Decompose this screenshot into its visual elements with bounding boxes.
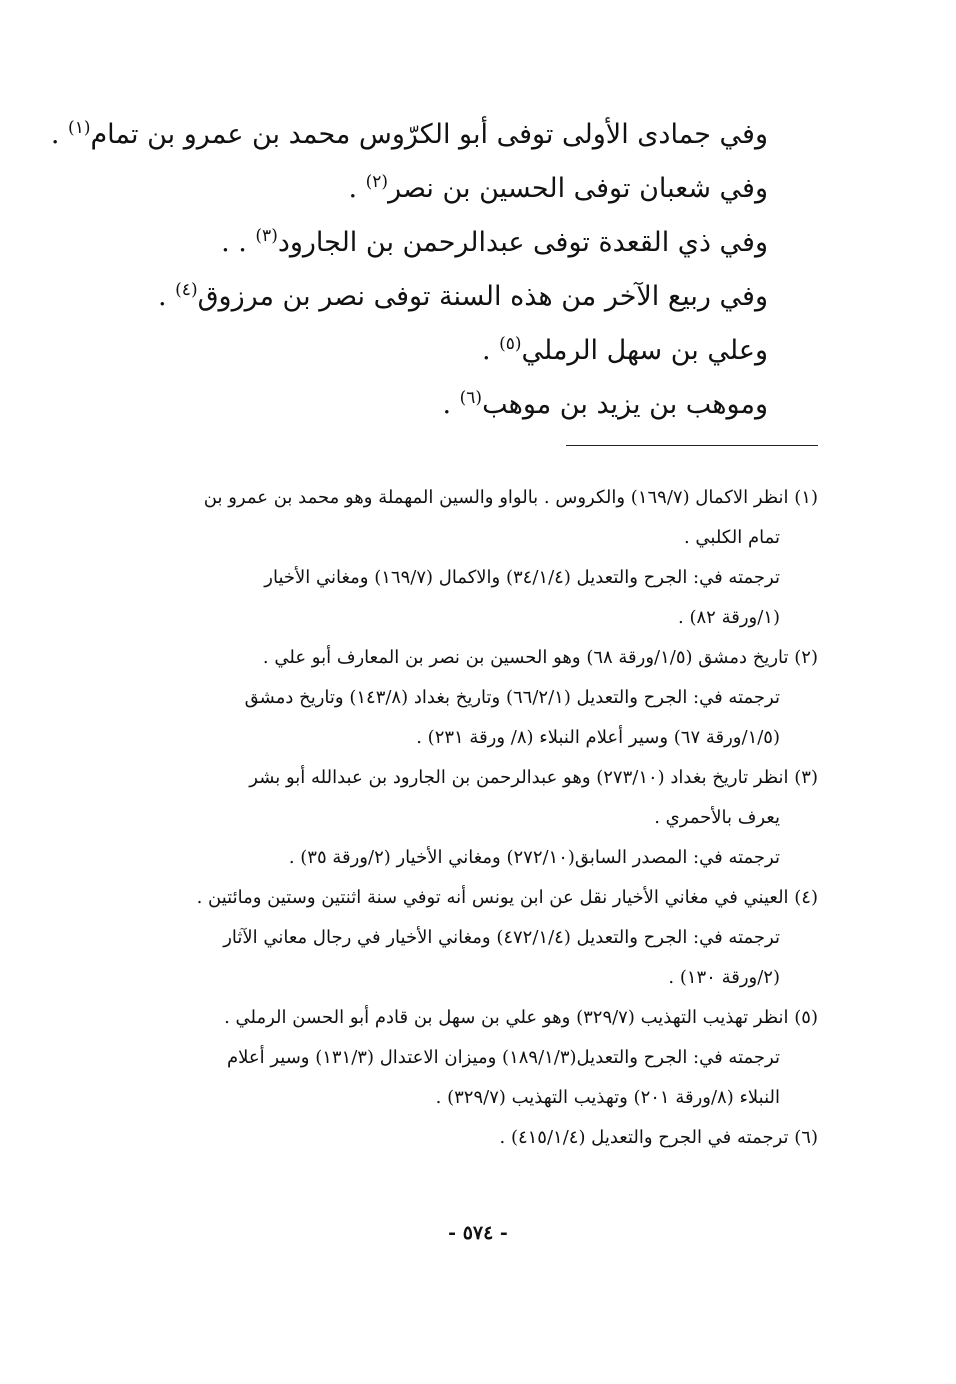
footnote-line: ترجمته في: الجرح والتعديل (٦٦/٢/١) وتاريخ بغداد (١٤٣/٨) وتاريخ دمشق bbox=[244, 687, 780, 708]
footnote-line: (٢/ورقة ١٣٠) . bbox=[668, 967, 780, 988]
main-text-line bbox=[128, 216, 768, 270]
main-line-text: وعلي بن سهل الرملي bbox=[521, 335, 768, 366]
main-text-line bbox=[128, 162, 768, 216]
footnote-marker[interactable]: (٤) bbox=[175, 280, 198, 300]
footnote-line: (١/ورقة ٨٢) . bbox=[678, 607, 780, 628]
main-line-text: وفي شعبان توفى الحسين بن نصر bbox=[388, 173, 768, 204]
main-line-punctuation: . bbox=[481, 335, 500, 366]
footnote-4 bbox=[118, 878, 818, 998]
footnote-line: ترجمته في: المصدر السابق(٢٧٢/١٠) ومغاني الأخيار (٢/ورقة ٣٥) . bbox=[288, 847, 780, 868]
footnote-3 bbox=[118, 758, 818, 878]
main-text-line bbox=[128, 270, 768, 324]
main-text-line bbox=[128, 378, 768, 432]
page-number: - ٥٧٤ - bbox=[448, 1222, 508, 1244]
footnote-line: (٣) انظر تاريخ بغداد (٢٧٣/١٠) وهو عبدالرحمن بن الجارود بن عبدالله أبو بشر bbox=[249, 767, 818, 788]
main-line-punctuation: . bbox=[157, 281, 176, 312]
footnote-marker[interactable]: (١) bbox=[68, 118, 91, 138]
main-line-text: وموهب بن يزيد بن موهب bbox=[482, 389, 768, 420]
main-line-punctuation: . bbox=[442, 389, 460, 420]
main-line-text: وفي ذي القعدة توفى عبدالرحمن بن الجارود bbox=[277, 227, 768, 258]
main-text-line bbox=[128, 324, 768, 378]
footnote-line: ترجمته في: الجرح والتعديل (٣٤/١/٤) والاكمال (١٦٩/٧) ومغاني الأخيار bbox=[264, 567, 780, 588]
footnote-line: ترجمته في: الجرح والتعديل(١٨٩/١/٣) وميزان الاعتدال (١٣١/٣) وسير أعلام bbox=[226, 1047, 780, 1068]
footnote-marker[interactable]: (٥) bbox=[499, 334, 522, 354]
footnote-line: (٢) تاريخ دمشق (١/٥/ورقة ٦٨) وهو الحسين بن نصر بن المعارف أبو علي . bbox=[262, 647, 818, 668]
main-line-punctuation: . bbox=[348, 173, 366, 204]
main-text-line bbox=[50, 108, 768, 162]
footnote-line: ترجمته في: الجرح والتعديل (٤٧٢/١/٤) ومغاني الأخيار في رجال معاني الآثار bbox=[223, 927, 780, 948]
footnote-marker[interactable]: (٢) bbox=[365, 172, 389, 192]
main-line-punctuation: . bbox=[50, 119, 69, 150]
footnote-marker[interactable]: (٣) bbox=[255, 226, 278, 246]
footnote-marker[interactable]: (٦) bbox=[459, 388, 483, 408]
footnote-line: (٦) ترجمته في الجرح والتعديل (٤١٥/١/٤) . bbox=[499, 1127, 818, 1148]
footnote-line: (١) انظر الاكمال (١٦٩/٧) والكروس . بالواو والسين المهملة وهو محمد بن عمرو بن bbox=[203, 487, 818, 508]
footnote-1 bbox=[118, 478, 818, 638]
footnote-line: يعرف بالأحمري . bbox=[654, 807, 780, 828]
footnote-line: (٥) انظر تهذيب التهذيب (٣٢٩/٧) وهو علي بن سهل بن قادم أبو الحسن الرملي . bbox=[224, 1007, 818, 1028]
main-line-text: وفي جمادى الأولى توفى أبو الكرّوس محمد بن عمرو بن تمام bbox=[90, 119, 768, 150]
footnote-2 bbox=[118, 638, 818, 758]
footnote-5 bbox=[118, 998, 818, 1118]
footnote-line: (٤) العيني في مغاني الأخيار نقل عن ابن يونس أنه توفي سنة اثنتين وستين ومائتين . bbox=[196, 887, 818, 908]
footnote-6 bbox=[118, 1118, 818, 1158]
footnotes-block bbox=[118, 478, 818, 1158]
footnote-line: تمام الكلبي . bbox=[683, 527, 780, 548]
main-text-block bbox=[50, 108, 768, 432]
footnote-separator bbox=[566, 445, 818, 446]
footnote-line: النبلاء (٨/ورقة ٢٠١) وتهذيب التهذيب (٣٢٩/٧) . bbox=[435, 1087, 780, 1108]
main-line-punctuation: . . bbox=[221, 227, 256, 258]
main-line-text: وفي ربيع الآخر من هذه السنة توفى نصر بن مرزوق bbox=[197, 281, 768, 312]
footnote-line: (١/٥/ورقة ٦٧) وسير أعلام النبلاء (٨/ ورقة ٢٣١) . bbox=[416, 727, 780, 748]
